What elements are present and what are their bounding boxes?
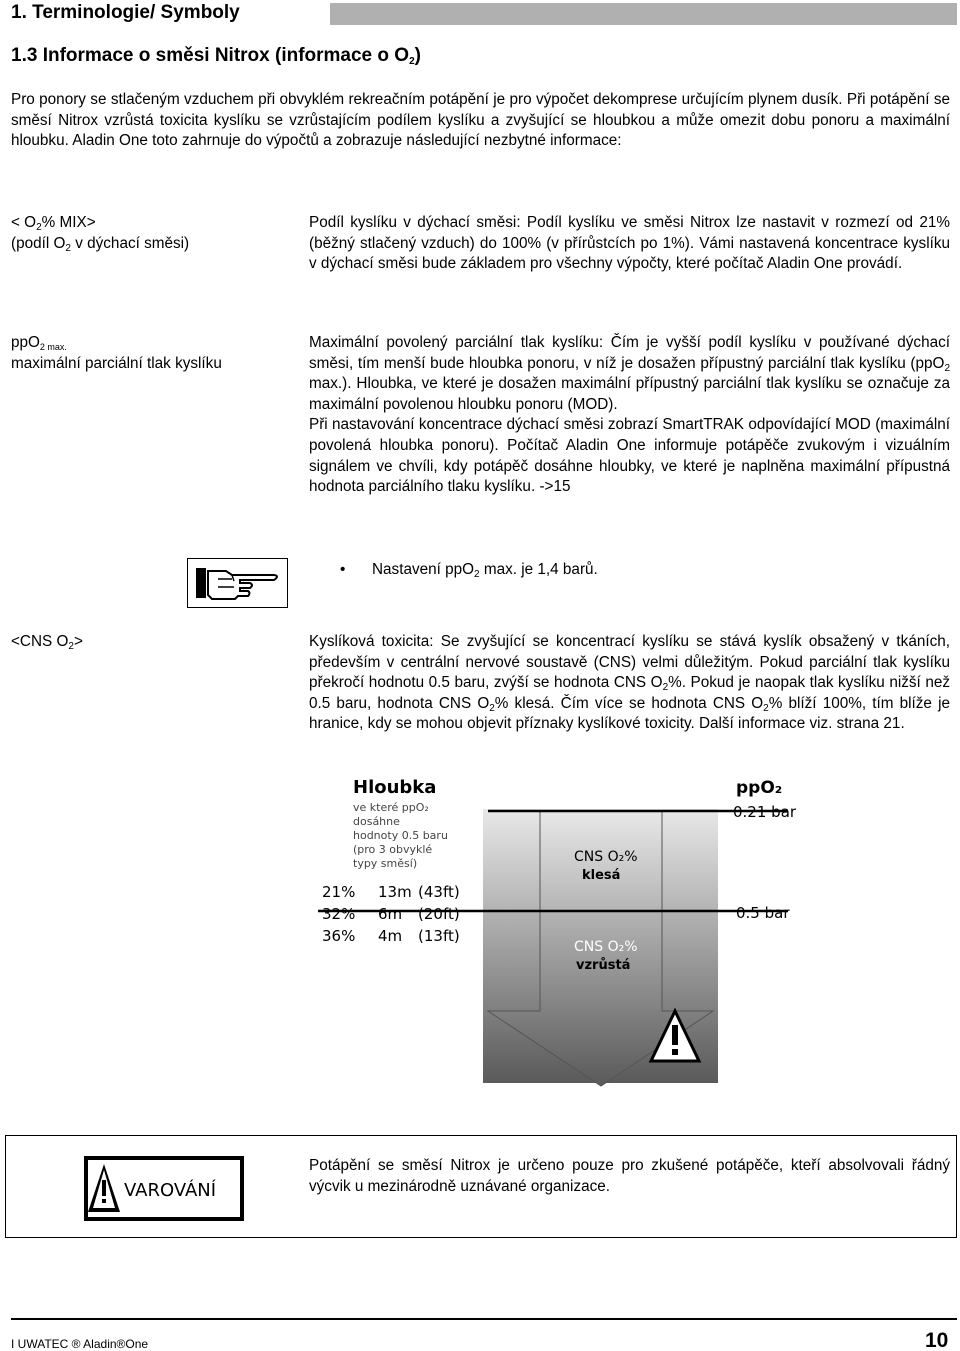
- o2mix-label: < $O_2\%$ MIX> (podíl $O_2$ v dýchací směsi): [11, 214, 190, 254]
- row-depth: 13m: [378, 883, 412, 901]
- pointing-hand-icon: [187, 558, 288, 608]
- section-title: 1. Terminologie/ Symboly: [11, 2, 240, 23]
- row-feet: (13ft): [418, 927, 460, 945]
- row-mix: 32%: [322, 905, 356, 923]
- figure-subtitle-1: ve které ppO₂: [353, 801, 429, 814]
- row-mix: 21%: [322, 883, 356, 901]
- figure-subtitle-2: dosáhne: [353, 815, 400, 828]
- header-bar: [330, 3, 957, 25]
- note-bullet: •: [340, 561, 346, 578]
- o2mix-text: Podíl kyslíku v dýchací směsi: Podíl kyslíku ve směsi Nitrox lze nastavit v rozmezí od 21% (běžný stlačený vzduch) do 100% (v přírůstcích po 1%). Vámi nastavená koncentrace kyslíku v dýchací směsi bude základem pro všechny výpočty, které počítač Aladin One provádí.: [309, 214, 950, 273]
- ppo2-text: Maximální povolený parciální tlak kyslíku: Čím je vyšší podíl kyslíku v používané dýchací směsi, tím menší bude hloubka ponoru, v níž je dosažen přípustný parciální tlak kyslíku (ppO$_2$ max.). Hloubka, ve které je dosažen maximální přípustný parciální tlak kyslíku se označuje za maximální povolenou hloubku ponoru (MOD). Při nastavování koncentrace dýchací směsi zobrazí SmartTRAK odpovídající MOD (maximální povolená hloubka ponoru). Počítač Aladin One informuje potápěče zvukovým i vizuálním signálem ve chvíli, kdy potápěč dosáhne hloubky, ve které je naplněna maximální přípustná hodnota parciálního tlaku kyslíku. ->15: [309, 334, 950, 496]
- figure-bar-021: 0.21 bar: [733, 803, 797, 821]
- cns-text: Kyslíková toxicita: Se zvyšující se koncentrací kyslíku se stává kyslík obsažený v tkáních, především v centrální nervové soustavě (CNS) velmi důležitým. Pokud parciální tlak kyslíku překročí hodnotu 0.5 baru, zvýší se hodnota CNS $O_2\%$. Pokud je naopak tlak kyslíku nižší než 0.5 baru, hodnota CNS $O_2\%$ klesá. Čím více se hodnota CNS $O_2\%$ blíží 100%, tím blíže je hranice, kdy se mohou objevit příznaky kyslíkové toxicity. Další informace viz. strana 21.: [309, 633, 950, 733]
- footer-divider: [11, 1318, 957, 1320]
- page-number: 10: [925, 1329, 949, 1351]
- warning-badge-label: VAROVÁNÍ: [124, 1180, 217, 1201]
- row-depth: 4m: [378, 927, 403, 945]
- figure-subtitle-4: (pro 3 obvyklé: [353, 843, 433, 856]
- subsection-title: 1.3 Informace o směsi Nitrox (informace o $O_2$): [11, 45, 421, 67]
- row-depth: 6m: [378, 905, 403, 923]
- intro-paragraph: Pro ponory se stlačeným vzduchem při obvyklém rekreačním potápění je pro výpočet dekomprese určujícím plynem dusík. Při potápění se směsí Nitrox vzrůstá toxicita kyslíku se vzrůstajícím podílem kyslíku a zvyšující se hloubkou a může omezit dobu ponoru a maximální hloubku. Aladin One toto zahrnuje do výpočtů a zobrazuje následující nezbytné informace:: [11, 91, 950, 150]
- figure-title: Hloubka: [353, 777, 437, 798]
- figure-cns-down-word: klesá: [582, 868, 621, 883]
- figure-bar-05: 0.5 bar: [736, 904, 790, 922]
- cns-depth-figure: [318, 771, 818, 1091]
- row-feet: (43ft): [418, 883, 460, 901]
- figure-subtitle-5: typy směsí): [353, 857, 418, 870]
- figure-cns-down: CNS O₂%: [574, 849, 638, 865]
- figure-cns-up-word: vzrůstá: [576, 958, 631, 973]
- figure-cns-up: CNS O₂%: [574, 939, 638, 955]
- cns-label: <CNS $O_2>$: [11, 633, 83, 652]
- ppo2-label: ppO$_{2 max.}$ maximální parciální tlak kyslíku: [11, 334, 222, 372]
- warning-text: Potápění se směsí Nitrox je určeno pouze pro zkušené potápěče, kteří absolvovali řádný výcvik u mezinárodně uznávané organizace.: [309, 1157, 950, 1195]
- row-mix: 36%: [322, 927, 356, 945]
- figure-ppo2-label: ppO₂: [736, 778, 783, 798]
- footer-brand: I UWATEC ® Aladin®One: [11, 1337, 149, 1351]
- row-feet: (20ft): [418, 905, 460, 923]
- note-text: Nastavení ppO$_2$ max. je 1,4 barů.: [372, 561, 598, 580]
- figure-subtitle-3: hodnoty 0.5 baru: [353, 829, 448, 842]
- warning-badge: [84, 1156, 244, 1221]
